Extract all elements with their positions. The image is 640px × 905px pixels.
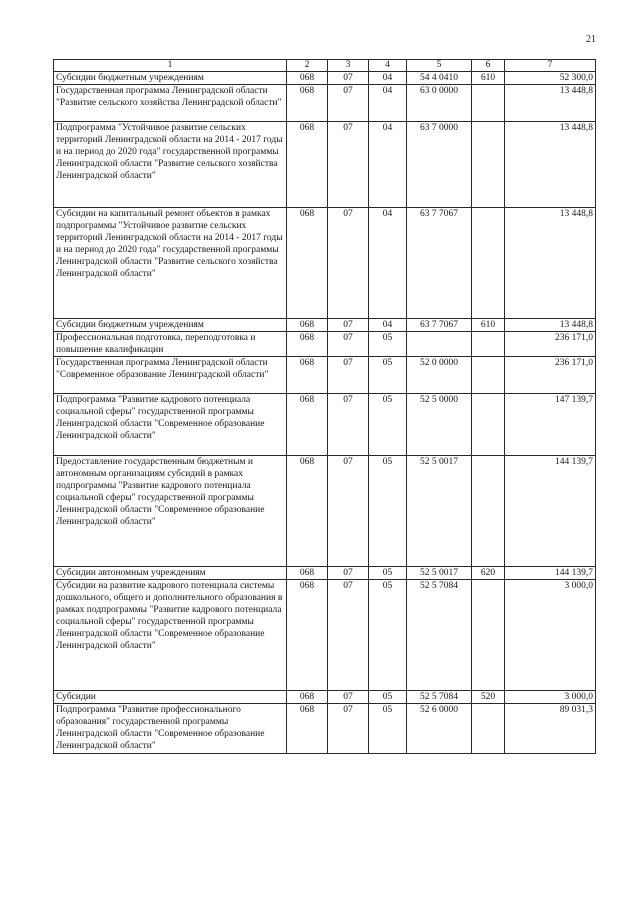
table-row <box>54 122 596 208</box>
row-code-vr: 610 <box>472 319 505 332</box>
col-header-3: 3 <box>328 60 369 72</box>
row-amount: 13 448,8 <box>505 208 596 319</box>
row-code-csr: 52 6 0000 <box>407 704 472 754</box>
row-code-gr: 068 <box>287 85 328 122</box>
col-header-2: 2 <box>287 60 328 72</box>
row-code-vr <box>472 704 505 754</box>
row-code-rz: 07 <box>328 208 369 319</box>
row-name: Субсидии на капитальный ремонт объектов в рамках подпрограммы "Устойчивое развитие сельских территорий Ленинградской области на 2014 - 2017 годы и на период до 2020 года" государственной программы Ленинградской области "Развитие сельского хозяйства Ленинградской области" <box>54 208 287 319</box>
table-row <box>54 319 596 332</box>
table-row <box>54 72 596 85</box>
row-code-gr: 068 <box>287 319 328 332</box>
row-amount: 13 448,8 <box>505 85 596 122</box>
row-name: Государственная программа Ленинградской области "Современное образование Ленинградской области" <box>54 357 287 394</box>
row-code-csr: 63 7 7067 <box>407 208 472 319</box>
row-amount: 144 139,7 <box>505 456 596 567</box>
row-name: Субсидии на развитие кадрового потенциала системы дошкольного, общего и дополнительного образования в рамках подпрограммы "Развитие кадрового потенциала социальной сферы" государственной программы Ленинградской области "Современное образование Ленинградской области" <box>54 580 287 691</box>
row-code-csr: 63 7 0000 <box>407 122 472 208</box>
header-row <box>54 60 596 72</box>
row-code-vr <box>472 122 505 208</box>
row-name: Государственная программа Ленинградской области "Развитие сельского хозяйства Ленинградской области" <box>54 85 287 122</box>
row-code-csr: 52 5 7084 <box>407 580 472 691</box>
row-code-rz: 07 <box>328 691 369 704</box>
row-amount: 52 300,0 <box>505 72 596 85</box>
row-code-rz: 07 <box>328 319 369 332</box>
row-amount: 89 031,3 <box>505 704 596 754</box>
row-code-vr <box>472 394 505 456</box>
row-name: Профессиональная подготовка, переподготовка и повышение квалификации <box>54 332 287 357</box>
row-name: Подпрограмма "Развитие профессионального образования" государственной программы Ленинградской области "Современное образование Ленинградской области" <box>54 704 287 754</box>
row-amount: 3 000,0 <box>505 691 596 704</box>
row-amount: 236 171,0 <box>505 357 596 394</box>
row-code-csr: 63 0 0000 <box>407 85 472 122</box>
row-code-pr: 04 <box>369 319 407 332</box>
row-code-vr: 610 <box>472 72 505 85</box>
row-name: Подпрограмма "Устойчивое развитие сельских территорий Ленинградской области на 2014 - 2017 годы и на период до 2020 года" государственной программы Ленинградской области "Развитие сельского хозяйства Ленинградской области" <box>54 122 287 208</box>
row-code-gr: 068 <box>287 580 328 691</box>
row-code-rz: 07 <box>328 122 369 208</box>
col-header-6: 6 <box>472 60 505 72</box>
row-code-rz: 07 <box>328 332 369 357</box>
row-code-vr <box>472 357 505 394</box>
row-code-vr <box>472 580 505 691</box>
row-amount: 13 448,8 <box>505 122 596 208</box>
row-code-pr: 05 <box>369 357 407 394</box>
row-code-rz: 07 <box>328 456 369 567</box>
row-code-vr <box>472 208 505 319</box>
row-code-pr: 05 <box>369 580 407 691</box>
row-code-csr: 63 7 7067 <box>407 319 472 332</box>
row-amount: 13 448,8 <box>505 319 596 332</box>
budget-table <box>53 59 596 754</box>
row-code-csr: 54 4 0410 <box>407 72 472 85</box>
table-row <box>54 704 596 754</box>
row-code-gr: 068 <box>287 357 328 394</box>
row-code-pr: 05 <box>369 332 407 357</box>
row-code-pr: 05 <box>369 704 407 754</box>
row-code-gr: 068 <box>287 567 328 580</box>
col-header-7: 7 <box>505 60 596 72</box>
row-code-gr: 068 <box>287 704 328 754</box>
table-row <box>54 332 596 357</box>
row-code-csr: 52 5 0017 <box>407 567 472 580</box>
row-code-rz: 07 <box>328 567 369 580</box>
row-code-rz: 07 <box>328 704 369 754</box>
row-code-vr <box>472 85 505 122</box>
table-row <box>54 580 596 691</box>
row-code-gr: 068 <box>287 691 328 704</box>
row-name: Субсидии бюджетным учреждениям <box>54 319 287 332</box>
table-row <box>54 357 596 394</box>
row-name: Субсидии бюджетным учреждениям <box>54 72 287 85</box>
row-code-gr: 068 <box>287 122 328 208</box>
row-code-rz: 07 <box>328 357 369 394</box>
row-code-pr: 05 <box>369 394 407 456</box>
row-amount: 144 139,7 <box>505 567 596 580</box>
row-code-gr: 068 <box>287 456 328 567</box>
table-row <box>54 394 596 456</box>
col-header-4: 4 <box>369 60 407 72</box>
row-code-gr: 068 <box>287 72 328 85</box>
col-header-5: 5 <box>407 60 472 72</box>
table-row <box>54 567 596 580</box>
row-name: Предоставление государственным бюджетным и автономным организациям субсидий в рамках подпрограммы "Развитие кадрового потенциала социальной сферы" государственной программы Ленинградской области "Современное образование Ленинградской области" <box>54 456 287 567</box>
row-code-csr <box>407 332 472 357</box>
row-amount: 3 000,0 <box>505 580 596 691</box>
row-code-pr: 04 <box>369 122 407 208</box>
table-row <box>54 208 596 319</box>
row-code-vr <box>472 332 505 357</box>
row-code-gr: 068 <box>287 208 328 319</box>
table-row <box>54 691 596 704</box>
row-code-vr: 620 <box>472 567 505 580</box>
row-code-pr: 05 <box>369 691 407 704</box>
table-row <box>54 456 596 567</box>
row-name: Субсидии автономным учреждениям <box>54 567 287 580</box>
col-header-1: 1 <box>54 60 287 72</box>
row-code-csr: 52 5 0017 <box>407 456 472 567</box>
row-code-csr: 52 0 0000 <box>407 357 472 394</box>
row-code-gr: 068 <box>287 394 328 456</box>
row-code-vr: 520 <box>472 691 505 704</box>
row-amount: 147 139,7 <box>505 394 596 456</box>
row-code-rz: 07 <box>328 72 369 85</box>
row-name: Субсидии <box>54 691 287 704</box>
row-code-pr: 05 <box>369 456 407 567</box>
row-code-pr: 05 <box>369 567 407 580</box>
row-code-csr: 52 5 7084 <box>407 691 472 704</box>
row-name: Подпрограмма "Развитие кадрового потенциала социальной сферы" государственной программы Ленинградской области "Современное образование Ленинградской области" <box>54 394 287 456</box>
table-row <box>54 85 596 122</box>
row-code-pr: 04 <box>369 72 407 85</box>
row-code-rz: 07 <box>328 580 369 691</box>
row-amount: 236 171,0 <box>505 332 596 357</box>
row-code-rz: 07 <box>328 394 369 456</box>
row-code-vr <box>472 456 505 567</box>
page-number: 21 <box>586 34 596 45</box>
row-code-csr: 52 5 0000 <box>407 394 472 456</box>
row-code-pr: 04 <box>369 208 407 319</box>
row-code-rz: 07 <box>328 85 369 122</box>
row-code-pr: 04 <box>369 85 407 122</box>
row-code-gr: 068 <box>287 332 328 357</box>
